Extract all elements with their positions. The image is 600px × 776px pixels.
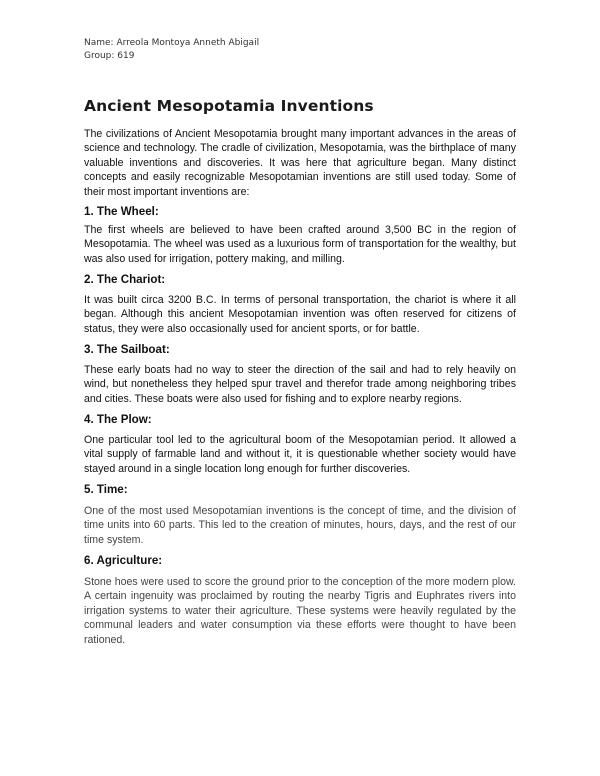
section-heading-time: 5. Time: <box>84 483 128 496</box>
section-heading-wheel: 1. The Wheel: <box>84 205 159 218</box>
section-text-chariot: It was built circa 3200 B.C. In terms of personal transportation, the chariot is where it all began. Although this ancient Mesopotamian invention was often reserved for citizens of status, they were also occasionally used for ancient sports, or for battle. <box>84 294 516 335</box>
section-text-time: One of the most used Mesopotamian inventions is the concept of time, and the division of time units into 60 parts. This led to the creation of minutes, hours, days, and the rest of our time system. <box>84 505 516 546</box>
document-header <box>84 37 259 63</box>
intro-paragraph: The civilizations of Ancient Mesopotamia brought many important advances in the areas of science and technology. The cradle of civilization, Mesopotamia, was the birthplace of many valuable inventions and discoveries. It was here that agriculture began. Many distinct concepts and easily recognizable Mesopotamian inventions are still used today. Some of their most important inventions are: <box>84 128 516 198</box>
student-group: Group: 619 <box>84 51 135 61</box>
section-text-plow: One particular tool led to the agricultural boom of the Mesopotamian period. It allowed a vital supply of farmable land and without it, it is questionable whether society would have stayed around in a single location long enough for further discoveries. <box>84 434 516 475</box>
section-text-sailboat: These early boats had no way to steer the direction of the sail and had to rely heavily on wind, but nonetheless they helped spur travel and therefor trade among neighboring tribes and cities. These boats were also used for fishing and to explore nearby regions. <box>84 364 516 405</box>
section-text-wheel: The first wheels are believed to have been crafted around 3,500 BC in the region of Mesopotamia. The wheel was used as a luxurious form of transportation for the wealthy, but was also used for irrigation, pottery making, and milling. <box>84 224 516 265</box>
section-heading-sailboat: 3. The Sailboat: <box>84 343 170 356</box>
student-name: Name: Arreola Montoya Anneth Abigail <box>84 38 260 48</box>
page-title: Ancient Mesopotamia Inventions <box>84 97 374 115</box>
section-heading-agriculture: 6. Agriculture: <box>84 554 163 567</box>
section-heading-chariot: 2. The Chariot: <box>84 273 166 286</box>
section-heading-plow: 4. The Plow: <box>84 413 152 426</box>
section-text-agriculture: Stone hoes were used to score the ground prior to the conception of the more modern plow. A certain ingenuity was proclaimed by routing the nearby Tigris and Euphrates rivers into irrigation systems to water their agriculture. These systems were heavily regulated by the communal leaders and water consumption via these efforts were thought to have been rationed. <box>84 576 516 646</box>
